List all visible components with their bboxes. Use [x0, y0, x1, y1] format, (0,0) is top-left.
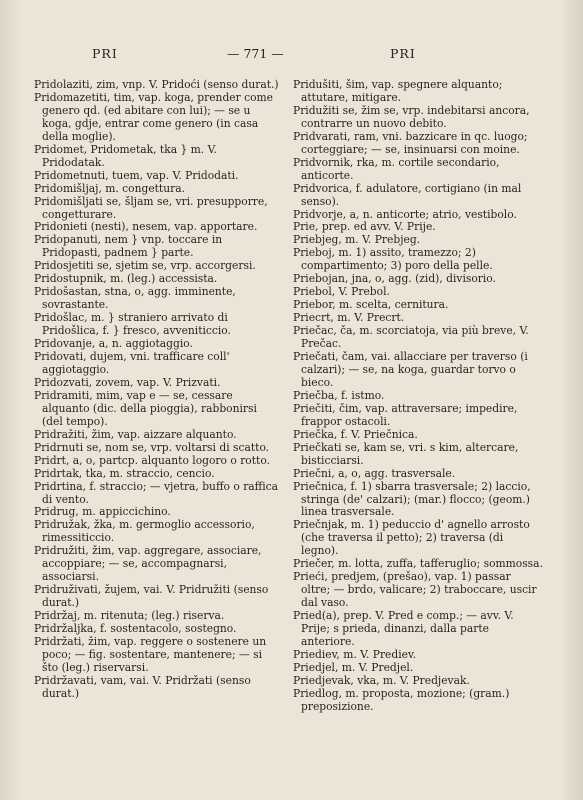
dictionary-entry: Priebojan, jna, o, agg. (zid), divisorio.	[293, 272, 496, 286]
dictionary-entry: Pridržati, žim, vap. reggere o sostenere un poco; — fig. sostentare, mantenere; — si što (leg.) riservarsi.	[34, 634, 267, 674]
dictionary-entry: Pridvornik, rka, m. cortile secondario, anticorte.	[293, 155, 500, 182]
dictionary-entry: Pridrnuti se, nom se, vrp. voltarsi di scatto.	[34, 440, 270, 454]
dictionary-entry: Priedjevak, vka, m. V. Predjevak.	[293, 673, 470, 687]
dictionary-entry: Prie, prep. ed avv. V. Prije.	[293, 220, 436, 234]
dictionary-entry: Pridvorje, a, n. anticorte; atrio, vestibolo.	[293, 207, 517, 221]
dictionary-entry: Priečni, a, o, agg. trasversale.	[293, 466, 456, 480]
dictionary-entry: Priečnjak, m. 1) peduccio d' agnello arrosto (che traversa il petto); 2) traversa (di legno).	[293, 518, 530, 558]
dictionary-entry: Priečer, m. lotta, zuffa, tafferuglio; sommossa.	[293, 557, 543, 571]
dictionary-entry: Pridrug, m. appiccichino.	[34, 505, 171, 519]
dictionary-entry: Pridomet, Pridometak, tka } m. V. Pridodatak.	[34, 142, 217, 169]
header-right-guide-word: PRI	[390, 46, 416, 61]
dictionary-entry: Pridošlac, m. } straniero arrivato di Pridošlica, f. } fresco, avveniticcio.	[34, 311, 231, 338]
dictionary-entry: Priečka, f. V. Priečnica.	[293, 427, 418, 441]
dictionary-entry: Pridužiti se, žim se, vrp. indebitarsi ancora, contrarre un nuovo debito.	[293, 103, 530, 130]
dictionary-entry: Priečac, ča, m. scorciatoja, via più breve, V. Prečac.	[293, 324, 529, 351]
dictionary-entry: Pridometnuti, tuem, vap. V. Pridodati.	[34, 168, 239, 182]
dictionary-entry: Pridomišljaj, m. congettura.	[34, 181, 185, 195]
dictionary-entry: Pridružiti, žim, vap. aggregare, associare, accoppiare; — se, accompagnarsi, associarsi.	[34, 544, 262, 584]
dictionary-entry: Pridržaljka, f. sostentacolo, sostegno.	[34, 622, 237, 636]
dictionary-entry: Priečati, čam, vai. allacciare per traverso (i calzari); — se, na koga, guardar torvo o bieco.	[293, 350, 528, 389]
dictionary-entry: Priečkati se, kam se, vri. s kim, altercare, bisticciarsi.	[293, 440, 519, 467]
right-column	[293, 79, 543, 714]
dictionary-entry: Priedjel, m. V. Predjel.	[293, 660, 414, 674]
header-left-guide-word: PRI	[92, 46, 118, 61]
dictionary-entry: Pridovanje, a, n. aggiotaggio.	[34, 337, 193, 351]
dictionary-entry: Pridramiti, mim, vap e — se, cessare alquanto (dic. della pioggia), rabbonirsi (del tempo).	[34, 388, 257, 428]
page-header	[0, 46, 583, 66]
dictionary-entry: Prieboj, m. 1) assito, tramezzo; 2) compartimento; 3) poro della pelle.	[293, 246, 493, 273]
page-number: — 771 —	[227, 46, 284, 61]
dictionary-entry: Priedlog, m. proposta, mozione; (gram.) preposizione.	[293, 686, 510, 713]
dictionary-entry: Pridražiti, žim, vap. aizzare alquanto.	[34, 427, 237, 441]
dictionary-entry: Priečiti, čim, vap. attraversare; impedire, frappor ostacoli.	[293, 401, 518, 428]
dictionary-entry: Priečnica, f. 1) sbarra trasversale; 2) laccio, stringa (de' calzari); (mar.) flocco; (geom.) linea trasversale.	[293, 479, 531, 519]
dictionary-entry: Pried(a), prep. V. Pred e comp.; — avv. V. Prije; s prieda, dinanzi, dalla parte anteriore.	[293, 609, 514, 648]
dictionary-entry: Pridružak, žka, m. germoglio accessorio, rimessiticcio.	[34, 518, 255, 545]
dictionary-entry: Pridozvati, zovem, vap. V. Prizvati.	[34, 375, 221, 389]
dictionary-entry: Priebor, m. scelta, cernitura.	[293, 298, 449, 312]
dictionary-entry: Pridržavati, vam, vai. V. Pridržati (senso durat.)	[34, 673, 251, 700]
dictionary-entry: Pridušiti, šim, vap. spegnere alquanto; attutare, mitigare.	[293, 78, 503, 104]
dictionary-entry: Priebol, V. Prebol.	[293, 285, 390, 299]
dictionary-entry: Pridostupnik, m. (leg.) accessista.	[34, 272, 218, 286]
dictionary-entry: Pridovati, dujem, vni. trafficare coll' aggiotaggio.	[34, 350, 230, 376]
dictionary-entry: Pridrtak, tka, m. straccio, cencio.	[34, 466, 215, 480]
dictionary-entry: Pridrt, a, o, partcp. alquanto logoro o rotto.	[34, 453, 270, 467]
dictionary-entry: Pridvorica, f. adulatore, cortigiano (in mal senso).	[293, 181, 522, 208]
dictionary-entry: Pridonieti (nesti), nesem, vap. apportare.	[34, 220, 258, 234]
dictionary-entry: Prieći, predjem, (prešao), vap. 1) passar oltre; — brdo, valicare; 2) traboccare, uscir dal vaso.	[293, 570, 537, 610]
dictionary-entry: Pridrtina, f. straccio; — vjetra, buffo o raffica di vento.	[34, 479, 279, 506]
dictionary-entry: Priediev, m. V. Prediev.	[293, 647, 417, 661]
dictionary-entry: Pridolaziti, zim, vnp. V. Pridoći (senso durat.)	[34, 78, 279, 91]
dictionary-entry: Priecrt, m. V. Precrt.	[293, 311, 405, 325]
dictionary-entry: Pridomazetiti, tim, vap. koga, prender come genero qd. (ed abitare con lui); — se u koga, gdje, entrar come genero (in casa della moglie).	[34, 90, 273, 143]
left-column	[34, 79, 279, 701]
dictionary-entry: Priečba, f. istmo.	[293, 388, 385, 402]
dictionary-entry: Pridvarati, ram, vni. bazzicare in qc. luogo; corteggiare; — se, insinuarsi con moine.	[293, 129, 528, 156]
dictionary-entry: Pridopanuti, nem } vnp. toccare in Pridopasti, padnem } parte.	[34, 233, 223, 260]
dictionary-entry: Pridomišljati se, šljam se, vri. presupporre, congetturare.	[34, 194, 268, 221]
dictionary-entry: Priebjeg, m. V. Prebjeg.	[293, 233, 421, 247]
dictionary-entry: Pridruživati, žujem, vai. V. Pridružiti (senso durat.)	[34, 583, 269, 610]
dictionary-entry: Pridržaj, m. ritenuta; (leg.) riserva.	[34, 609, 225, 623]
dictionary-entry: Pridošastan, stna, o, agg. imminente, sovrastante.	[34, 285, 236, 312]
dictionary-entry: Pridosjetiti se, sjetim se, vrp. accorgersi.	[34, 259, 256, 273]
